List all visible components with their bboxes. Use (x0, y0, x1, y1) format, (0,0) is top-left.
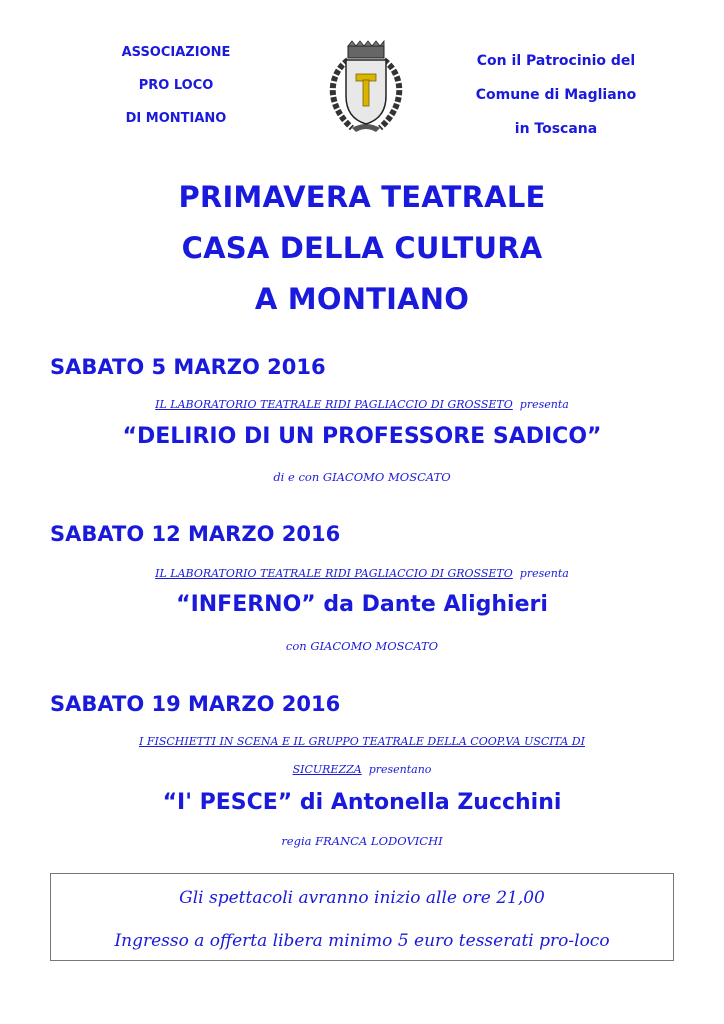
patronage-line: Comune di Magliano (475, 87, 637, 103)
info-box (50, 873, 674, 961)
event-date: SABATO 12 MARZO 2016 (50, 522, 341, 546)
presenting-verb: presenta (519, 398, 569, 411)
association-name (100, 36, 252, 135)
event-date: SABATO 5 MARZO 2016 (50, 355, 326, 379)
event-date: SABATO 19 MARZO 2016 (50, 692, 341, 716)
company-name: SICUREZZA (292, 763, 362, 776)
page-title-line: A MONTIANO (254, 282, 470, 316)
start-time-note: Gli spettacoli avranno inizio alle ore 21,00 (179, 888, 545, 908)
show-byline: con GIACOMO MOSCATO (285, 639, 439, 653)
event-company (0, 735, 724, 748)
show-byline: di e con GIACOMO MOSCATO (273, 470, 451, 484)
presenting-verb: presenta (519, 567, 569, 580)
show-byline: regia FRANCA LODOVICHI (281, 834, 443, 848)
event-company (0, 567, 724, 580)
association-line: ASSOCIAZIONE (121, 45, 231, 60)
association-line: DI MONTIANO (125, 111, 227, 126)
show-title: “INFERNO” da Dante Alighieri (176, 592, 548, 617)
page-title-line: CASA DELLA CULTURA (181, 231, 543, 265)
event-company (0, 398, 724, 411)
patronage-line: in Toscana (514, 121, 598, 137)
patronage-line: Con il Patrocinio del (476, 53, 636, 69)
presenting-verb: presentano (368, 763, 432, 776)
municipal-coat-of-arms-icon (318, 40, 414, 136)
company-name: IL LABORATORIO TEATRALE RIDI PAGLIACCIO DI GROSSETO (155, 567, 513, 580)
company-name: IL LABORATORIO TEATRALE RIDI PAGLIACCIO DI GROSSETO (155, 398, 513, 411)
event-company (0, 763, 724, 776)
show-title: “I' PESCE” di Antonella Zucchini (162, 790, 562, 815)
patronage (440, 44, 672, 146)
admission-note: Ingresso a offerta libera minimo 5 euro tesserati pro-loco (114, 931, 610, 951)
show-title: “DELIRIO DI UN PROFESSORE SADICO” (122, 424, 602, 449)
company-name: I FISCHIETTI IN SCENA E IL GRUPPO TEATRALE DELLA COOP.VA USCITA DI (139, 735, 585, 748)
page-title-line: PRIMAVERA TEATRALE (178, 180, 546, 214)
association-line: PRO LOCO (138, 78, 214, 93)
